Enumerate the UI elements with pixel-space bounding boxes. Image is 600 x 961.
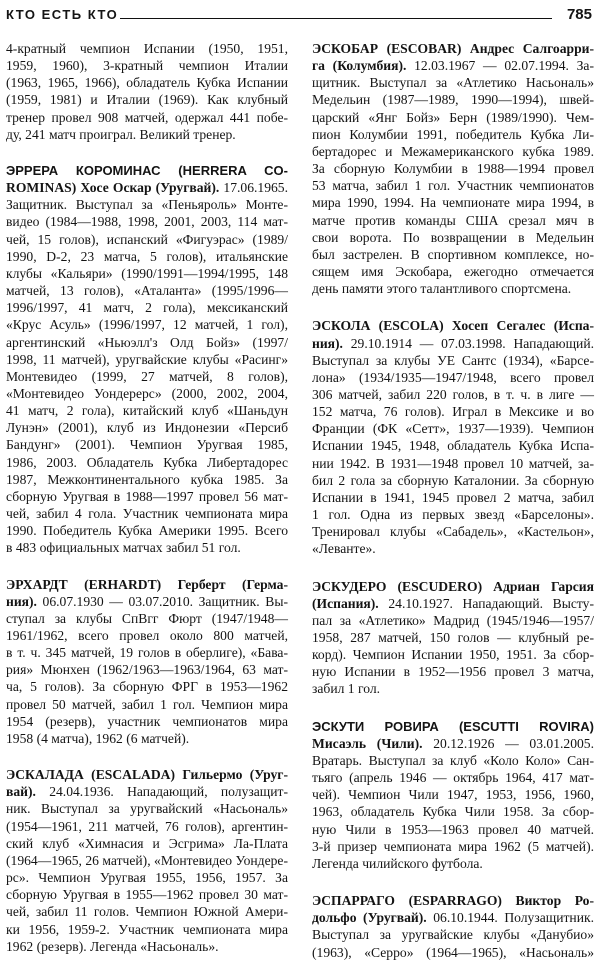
entry-text: ки 1956, 1959-2. Участник чемпионата мира: [6, 921, 288, 937]
text-line: [312, 280, 594, 297]
entry-text: аргентинский «Ньюэлл'з Олд Бойз» (1997/: [6, 334, 288, 350]
entry-heading: ния).: [312, 335, 343, 351]
entry-text: 1958 (4 матча), 1962 (6 матчей).: [6, 730, 190, 746]
entry-heading: ния).: [6, 593, 37, 609]
entry-text: 1954 (резерв), участник чемпионатов мира: [6, 713, 288, 729]
entry-text: 1996/1997, 41 матч, 2 гола), мексиканский: [6, 300, 288, 316]
entry-text: ную Чили в 1953—1963 провел 40 матчей.: [312, 821, 594, 837]
text-line: [6, 402, 288, 419]
text-line: [6, 818, 288, 835]
entry: [312, 317, 594, 557]
header-rule: [120, 18, 552, 19]
text-line: [312, 909, 594, 926]
entry-text: 1963, обладатель Кубка Чили 1958. За сбор-: [312, 804, 594, 820]
entry-text: тьяго (апрель 1946 — октябрь 1964, 417 мат-: [312, 770, 594, 786]
entry-text: 24.10.1927. Нападающий. Высту-: [378, 595, 594, 611]
text-line: [312, 752, 594, 769]
entry-text: Бандунг» (2001). Чемпион Уругвая 1985,: [6, 437, 288, 453]
text-line: [312, 540, 594, 557]
entry-heading: га (Колумбия).: [312, 58, 407, 74]
text-line: [6, 921, 288, 938]
entry-text: сящем имя Эскобара, ежегодно отмечается: [312, 264, 594, 280]
entry-text: 4-кратный чемпион Испании (1950, 1951,: [6, 41, 288, 56]
entry-text: ную Испании в 1952—1956 провел 3 матча,: [312, 664, 594, 680]
text-line: [6, 800, 288, 817]
text-line: [312, 523, 594, 540]
text-line: [6, 783, 288, 800]
entry-text: Выступал за уругвайские клубы «Данубио»: [312, 927, 594, 943]
entry-text: лона» (1934/1935—1947/1948, всего провел: [312, 369, 594, 385]
entry: [6, 162, 288, 557]
text-line: [6, 109, 288, 126]
entry-text: забил 1 гол.: [312, 681, 381, 697]
text-line: [312, 194, 594, 211]
text-line: [312, 40, 594, 57]
entry-heading: ЭРРЕРА КОРОМИНАС (HERRERA CO-: [6, 162, 288, 178]
entry: [312, 578, 594, 698]
text-line: [312, 160, 594, 177]
text-line: [312, 126, 594, 143]
text-line: [312, 786, 594, 803]
entry-text: «Монтевидео Уондерерс» (2000, 2002, 2004,: [6, 385, 288, 401]
text-line: [6, 334, 288, 351]
entry-heading: ЭСКУТИ РОВИРА (ESCUTTI ROVIRA): [312, 718, 594, 734]
entry-text: корд). Чемпион Испании 1950, 1951. За сбор-: [312, 647, 594, 663]
text-line: [6, 852, 288, 869]
entry-text: чей, 15 голов), испанский «Фигуэрас» (1989/: [6, 231, 288, 247]
text-line: [6, 385, 288, 402]
entry: [312, 892, 594, 961]
entry-text: Испании 1945, 1948, обладатель Кубка Испа-: [312, 438, 594, 454]
entry-heading: ROMINAS) Хосе Оскар (Уругвай).: [6, 180, 220, 196]
text-line: [312, 335, 594, 352]
entry-text: 1961/1962, всего провел около 800 матчей,: [6, 628, 288, 643]
text-line: [312, 578, 594, 595]
text-line: [6, 644, 288, 661]
text-line: [6, 488, 288, 505]
text-line: [6, 196, 288, 213]
text-line: [6, 126, 288, 143]
entry-text: чей, забил 11 голов. Чемпион Южной Амери-: [6, 904, 288, 920]
text-line: [312, 386, 594, 403]
right-column: [312, 40, 594, 961]
entry-text: «Крус Асуль» (1996/1997, 12 матчей, 1 гол),: [6, 317, 288, 333]
entry: [312, 40, 594, 297]
text-line: [6, 213, 288, 230]
text-line: [312, 892, 594, 909]
entry-text: матчей, 13 голов), «Аталанта» (1995/1996—: [6, 283, 288, 299]
text-line: [6, 436, 288, 453]
entry-text: 152 матча, 76 голов). Играл в Мексике и во: [312, 404, 594, 420]
text-line: [312, 263, 594, 280]
page-number: 785: [566, 6, 592, 23]
text-line: [312, 646, 594, 663]
text-line: [6, 593, 288, 610]
entry-text: тренер провел 908 матчей, одержал 441 побе-: [6, 109, 288, 125]
entry-text: Тренировал клубы «Сабадель», «Кастельон»,: [312, 524, 594, 540]
entry-text: ча, 5 голов). За сборную ФРГ в 1953—1962: [6, 679, 288, 695]
entry-text: ский клуб «Химнасия и Эсгрима» Ла-Плата: [6, 835, 288, 851]
text-line: [312, 177, 594, 194]
text-line: [312, 506, 594, 523]
entry-text: 20.12.1926 — 03.01.2005.: [422, 735, 594, 751]
entry-text: (1964—1965, 26 матчей), «Монтевидео Уондере-: [6, 852, 288, 868]
entry-text: 06.07.1930 — 03.07.2010. Защитник. Вы-: [36, 593, 288, 609]
entry-text: (1954—1961, 211 матчей, 76 голов), аргентин-: [6, 818, 288, 834]
entry-text: Выступал за клубы УЕ Сантс (1934), «Барсе-: [312, 352, 594, 368]
entry-text: сборную Уругвая в 1955—1962 провел 30 мат-: [6, 887, 288, 903]
entry-text: 1959, 1960), 3-кратный чемпион Италии: [6, 58, 288, 74]
text-line: [6, 730, 288, 747]
entry-text: сборную Уругвая в 1988—1997 провел 56 мат-: [6, 488, 288, 504]
entry-heading: ЭСКОЛА (ESCOLA) Хосеп Сегалес (Испа-: [312, 318, 594, 334]
entry-text: матче против команды США срезал мяч в: [312, 212, 594, 228]
entry-text: (1963, 1965, 1966), обладатель Кубка Испании: [6, 75, 288, 91]
text-line: [312, 317, 594, 334]
running-header: [6, 6, 592, 28]
text-line: [312, 926, 594, 943]
text-line: [312, 595, 594, 612]
entry-text: Лунэн» (2001), клуб из Индонезии «Персиб: [6, 420, 288, 436]
text-line: [6, 835, 288, 852]
entry-text: ду, 241 матч проиграл. Великий тренер.: [6, 126, 236, 142]
text-line: [312, 403, 594, 420]
entry-text: (1963), «Серро» (1964—1965), «Насьональ»: [312, 944, 594, 960]
text-line: [6, 40, 288, 57]
text-line: [6, 265, 288, 282]
entry-text: 1962 (резерв). Легенда «Насьональ».: [6, 938, 219, 954]
text-line: [312, 769, 594, 786]
text-line: [312, 821, 594, 838]
text-line: [6, 886, 288, 903]
text-line: [6, 610, 288, 627]
entry-text: 1990. Победитель Кубка Америки 1995. Всего: [6, 523, 288, 539]
text-line: [6, 678, 288, 695]
text-line: [6, 179, 288, 196]
entry-text: чей, забил 4 гола. Участник чемпионата мира: [6, 506, 288, 522]
text-line: [6, 368, 288, 385]
entry-text: 17.06.1965.: [219, 180, 288, 196]
entry-text: 1998, 11 матчей), уругвайские клубы «Расинг»: [6, 351, 288, 367]
entry-text: рс». Чемпион Уругвая 1955, 1956, 1957. За: [6, 870, 288, 886]
text-line: [312, 57, 594, 74]
text-line: [6, 282, 288, 299]
text-line: [312, 420, 594, 437]
entry-text: Медельин (1987—1989, 1990—1994), швей-: [312, 92, 594, 108]
entry-text: За сборную Колумбии в 1988—1994 провел: [312, 161, 594, 177]
entry-text: 3-й призер чемпионата мира 1962 (5 матчей).: [312, 838, 594, 854]
entry-heading: ЭСПАРРАГО (ESPARRAGO) Виктор Ро-: [312, 893, 594, 909]
entry-text: 1987, Межконтинентального кубка 1985. За: [6, 471, 288, 487]
text-line: [6, 903, 288, 920]
text-line: [312, 369, 594, 386]
entry: [6, 766, 288, 955]
entry-text: бил 2 гола за сборную Каталонии. За сборную: [312, 472, 594, 488]
text-line: [312, 855, 594, 872]
entry-text: 1986, 2003. Обладатель Кубка Либертадорес: [6, 454, 288, 470]
entry-heading: ЭСКАЛАДА (ESCALADA) Гильермо (Уруг-: [6, 767, 288, 783]
text-line: [312, 735, 594, 752]
entry-text: Франции (ФК «Сетт», 1937—1939). Чемпион: [312, 421, 594, 437]
text-line: [6, 74, 288, 91]
text-line: [6, 713, 288, 730]
entry-text: нии 1942. В 1931—1948 провел 10 матчей, за-: [312, 455, 594, 471]
entry-text: ник. Выступал за уругвайский «Насьональ»: [6, 801, 288, 817]
entry-text: день памяти этого талантливого спортсмена.: [312, 281, 572, 297]
entry-heading: ЭСКОБАР (ESCOBAR) Андрес Салгоарри-: [312, 41, 594, 56]
text-line: [312, 612, 594, 629]
text-line: [6, 248, 288, 265]
text-line: [6, 351, 288, 368]
entry-text: чей). Чемпион Чили 1947, 1953, 1956, 1960,: [312, 787, 594, 803]
entry-text: был застрелен. В спортивном комплексе, но-: [312, 246, 594, 262]
entry-text: 1 гол. Одна из первых звезд «Барселоны».: [312, 507, 594, 523]
text-line: [6, 576, 288, 593]
text-line: [6, 766, 288, 783]
entry-heading: (Испания).: [312, 595, 379, 611]
entry-text: в т. ч. 345 матчей, 19 голов в оберлиге), «Бава-: [6, 645, 288, 661]
entry-text: Легенда чилийского футбола.: [312, 855, 483, 871]
entry-text: царский «Янг Бойз» Берн (1989/1990). Чем-: [312, 109, 594, 125]
entry-text: (1959, 1981) и Италии (1969). Как клубный: [6, 92, 288, 108]
entry-text: клубы «Кальяри» (1990/1991—1994/1995, 148: [6, 265, 288, 281]
entry-text: 12.03.1967 — 02.07.1994. За-: [406, 58, 594, 74]
running-title: КТО ЕСТЬ КТО: [6, 7, 119, 22]
text-line: [6, 522, 288, 539]
entry-text: щитник. Выступал за «Атлетико Насьональ»: [312, 75, 594, 91]
entry-text: в 483 официальных матчах забил 51 гол.: [6, 540, 241, 556]
text-line: [312, 91, 594, 108]
entry-text: 41 матч, 2 гола), китайский клуб «Шаньдун: [6, 403, 288, 419]
text-line: [6, 661, 288, 678]
text-line: [312, 680, 594, 697]
left-column: [6, 40, 288, 955]
entry-heading: вай).: [6, 784, 36, 800]
entry-text: ступал за клубы СпВгг Фюрт (1947/1948—: [6, 610, 288, 626]
text-line: [6, 162, 288, 179]
entry-heading: Мисаэль (Чили).: [312, 735, 423, 751]
text-line: [312, 472, 594, 489]
text-line: [6, 299, 288, 316]
text-line: [6, 419, 288, 436]
text-line: [6, 471, 288, 488]
entry-text: 53 матча, забил 1 гол. Участник чемпионатов: [312, 178, 594, 194]
entry-heading: ЭРХАРДТ (ERHARDT) Герберт (Герма-: [6, 576, 288, 592]
text-line: [312, 718, 594, 735]
text-line: [312, 663, 594, 680]
entry-text: бертадорес и Межамериканского кубка 1989.: [312, 143, 594, 159]
entry-text: мира 1990, 1994. На чемпионате мира 1994, в: [312, 195, 594, 211]
text-line: [6, 505, 288, 522]
text-line: [312, 803, 594, 820]
entry-text: Монтевидео (1999, 27 матчей, 8 голов),: [6, 368, 288, 384]
entry-text: 29.10.1914 — 07.03.1998. Нападающий.: [342, 335, 594, 351]
text-line: [6, 454, 288, 471]
entry-text: 06.10.1944. Полузащитник.: [426, 910, 594, 926]
text-line: [312, 437, 594, 454]
entry-text: свои ворота. По возвращении в Медельин: [312, 229, 594, 245]
entry-text: 1990, D-2, 23 матча, 5 голов), итальянские: [6, 248, 288, 264]
text-line: [6, 316, 288, 333]
entry: [312, 718, 594, 872]
text-line: [312, 352, 594, 369]
text-line: [312, 143, 594, 160]
entry-text: Испании в 1941, 1945 провел 2 матча, забил: [312, 489, 594, 505]
text-line: [312, 212, 594, 229]
entry-text: 1958, 287 матчей, 150 голов — клубный ре-: [312, 630, 594, 645]
entry: [6, 576, 288, 748]
text-line: [6, 627, 288, 644]
entry: [6, 40, 288, 143]
entry-heading: дольфо (Уругвай).: [312, 910, 427, 926]
text-line: [6, 539, 288, 556]
entry-text: пион Колумбии 1991, победитель Кубка Ли-: [312, 126, 594, 142]
text-line: [312, 489, 594, 506]
text-line: [6, 869, 288, 886]
entry-text: видео (1984—1988, 1998, 2001, 2003, 114 мат-: [6, 214, 288, 230]
text-line: [312, 629, 594, 646]
text-line: [6, 57, 288, 74]
text-line: [312, 455, 594, 472]
text-line: [312, 109, 594, 126]
text-line: [6, 91, 288, 108]
text-line: [312, 944, 594, 961]
text-line: [312, 838, 594, 855]
entry-heading: ЭСКУДЕРО (ESCUDERO) Адриан Гарсия: [312, 578, 594, 594]
entry-text: 306 матчей, забил 220 голов, в т. ч. в лиге —: [312, 386, 594, 402]
text-line: [312, 229, 594, 246]
text-line: [312, 246, 594, 263]
entry-text: провел 50 матчей, забил 1 гол. Чемпион мира: [6, 696, 288, 712]
text-line: [312, 74, 594, 91]
entry-text: рия» Мюнхен (1962/1963—1963/1964, 63 мат-: [6, 662, 288, 678]
entry-text: Защитник. Выступал за «Пеньяроль» Монте-: [6, 197, 288, 213]
text-line: [6, 231, 288, 248]
text-line: [6, 696, 288, 713]
text-line: [6, 938, 288, 955]
entry-text: «Леванте».: [312, 541, 376, 557]
entry-text: Вратарь. Выступал за клуб «Коло Коло» Сан-: [312, 752, 594, 768]
entry-text: пал за «Атлетико» Мадрид (1945/1946—1957/: [312, 612, 594, 628]
entry-text: 24.04.1936. Нападающий, полузащит-: [35, 784, 288, 800]
